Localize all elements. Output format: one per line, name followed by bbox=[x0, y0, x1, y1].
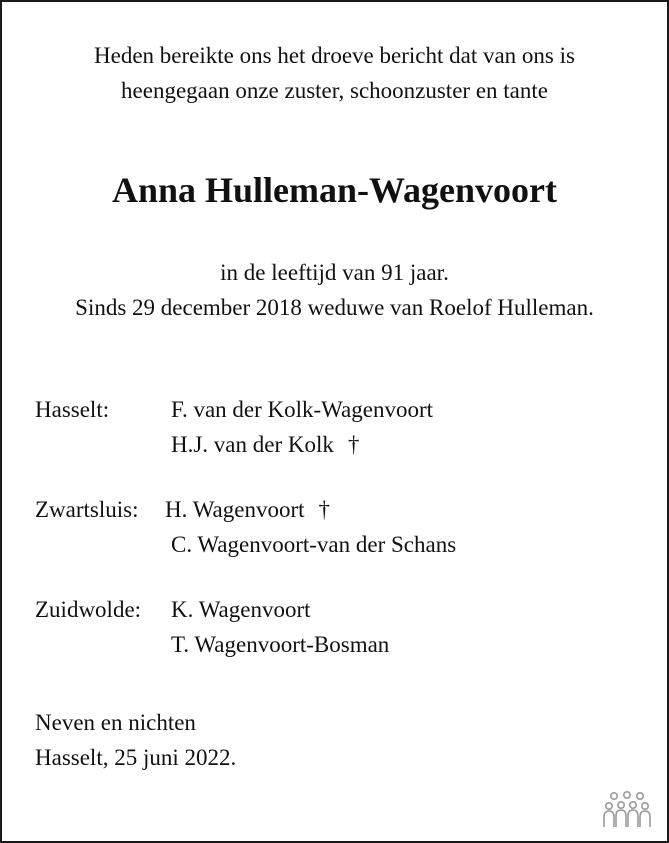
relatives-line: Neven en nichten bbox=[35, 710, 196, 735]
family-place: Zwartsluis: bbox=[35, 497, 139, 522]
intro-text bbox=[2, 38, 667, 108]
family-list bbox=[35, 392, 456, 692]
family-group-zuidwolde bbox=[35, 592, 456, 662]
family-place: Hasselt: bbox=[35, 397, 110, 422]
family-group-zwartsluis bbox=[35, 492, 456, 562]
deceased-cross-icon: † bbox=[318, 497, 331, 522]
intro-line-2: heengegaan onze zuster, schoonzuster en tante bbox=[121, 78, 548, 103]
family-person: C. Wagenvoort-van der Schans bbox=[171, 532, 457, 557]
family-row bbox=[35, 627, 456, 662]
closing-text bbox=[35, 705, 236, 775]
family-person: H. Wagenvoort bbox=[165, 497, 305, 522]
place-date-line: Hasselt, 25 juni 2022. bbox=[35, 745, 237, 770]
family-place: Zuidwolde: bbox=[35, 597, 142, 622]
deceased-cross-icon: † bbox=[347, 432, 360, 457]
widow-line: Sinds 29 december 2018 weduwe van Roelof Hulleman. bbox=[75, 295, 594, 320]
intro-line-1: Heden bereikte ons het droeve bericht dat van ons is bbox=[94, 43, 575, 68]
family-person: F. van der Kolk-Wagenvoort bbox=[171, 397, 434, 422]
family-person: K. Wagenvoort bbox=[171, 597, 311, 622]
family-row bbox=[35, 392, 456, 427]
family-person: H.J. van der Kolk bbox=[171, 432, 334, 457]
family-row bbox=[35, 592, 456, 627]
family-row bbox=[35, 492, 456, 527]
age-text bbox=[2, 255, 667, 325]
family-group-hasselt bbox=[35, 392, 456, 462]
age-line: in de leeftijd van 91 jaar. bbox=[220, 260, 449, 285]
family-row bbox=[35, 527, 456, 562]
family-person: T. Wagenvoort-Bosman bbox=[171, 632, 390, 657]
people-group-icon bbox=[603, 791, 651, 829]
family-row bbox=[35, 427, 456, 462]
deceased-name: Anna Hulleman-Wagenvoort bbox=[111, 170, 558, 210]
